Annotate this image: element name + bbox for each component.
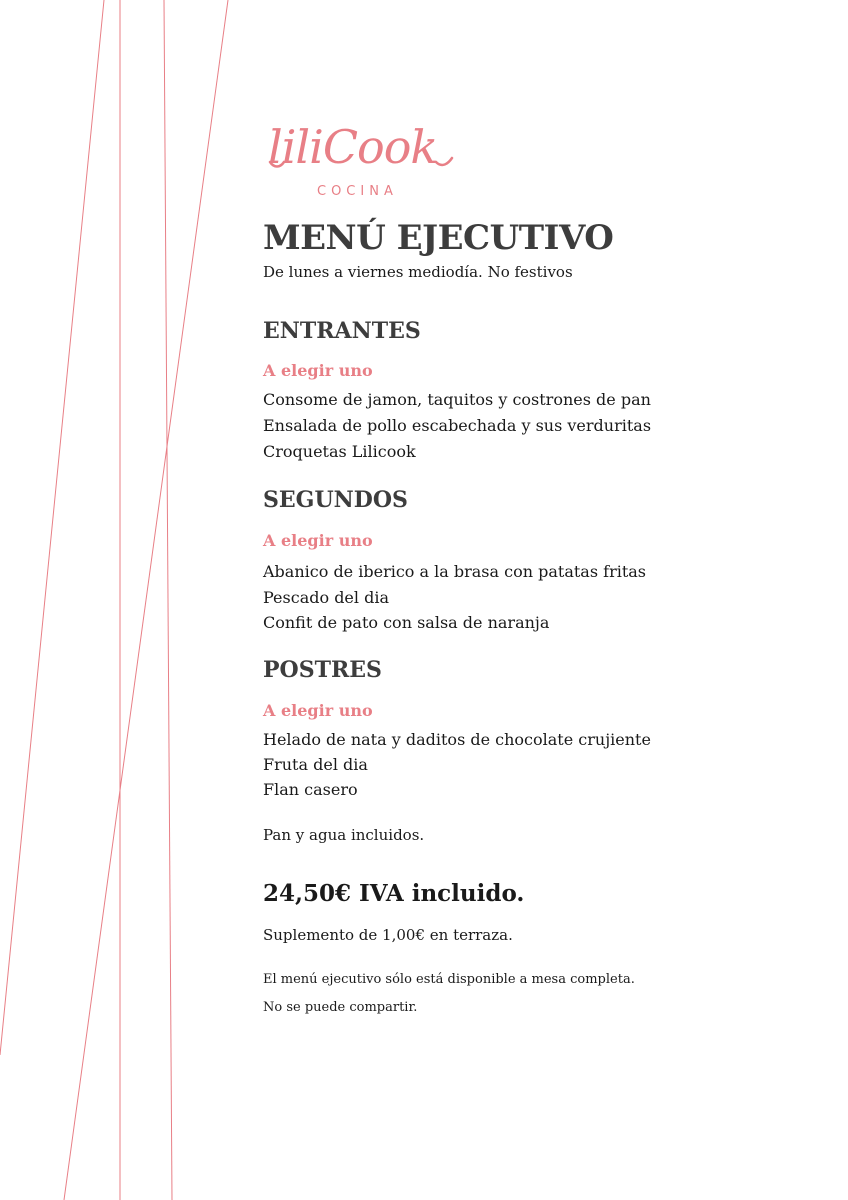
brand-logo-subtitle: COCINA	[317, 184, 398, 199]
menu-item: Confit de pato con salsa de naranja	[263, 613, 550, 632]
section-title-entrantes: ENTRANTES	[263, 318, 421, 344]
menu-item: Pescado del dia	[263, 588, 389, 607]
sharing-note: No se puede compartir.	[263, 1000, 418, 1015]
availability-note: El menú ejecutivo sólo está disponible a mesa completa.	[263, 972, 635, 987]
menu-price: 24,50€ IVA incluido.	[263, 880, 525, 907]
menu-item: Flan casero	[263, 780, 358, 799]
deco-line	[64, 0, 228, 1200]
included-note: Pan y agua incluidos.	[263, 826, 425, 844]
deco-line	[0, 0, 104, 1055]
menu-item: Croquetas Lilicook	[263, 442, 416, 461]
section-title-segundos: SEGUNDOS	[263, 487, 408, 513]
menu-item: Ensalada de pollo escabechada y sus verduritas	[263, 416, 652, 435]
logo-swash	[268, 118, 458, 188]
deco-line	[164, 0, 172, 1200]
page-title: MENÚ EJECUTIVO	[263, 218, 614, 258]
menu-item: Abanico de iberico a la brasa con patatas fritas	[263, 562, 647, 581]
menu-item: Helado de nata y daditos de chocolate crujiente	[263, 730, 651, 749]
section-choose-label: A elegir uno	[263, 701, 373, 720]
section-choose-label: A elegir uno	[263, 531, 373, 550]
brand-logo	[268, 118, 458, 208]
page-subtitle: De lunes a viernes mediodía. No festivos	[263, 263, 573, 281]
menu-item: Fruta del dia	[263, 755, 368, 774]
section-choose-label: A elegir uno	[263, 361, 373, 380]
section-title-postres: POSTRES	[263, 657, 382, 683]
menu-item: Consome de jamon, taquitos y costrones de pan	[263, 390, 651, 409]
terrace-supplement-note: Suplemento de 1,00€ en terraza.	[263, 926, 513, 944]
brand-logo-wordmark: liliCook	[268, 120, 438, 174]
